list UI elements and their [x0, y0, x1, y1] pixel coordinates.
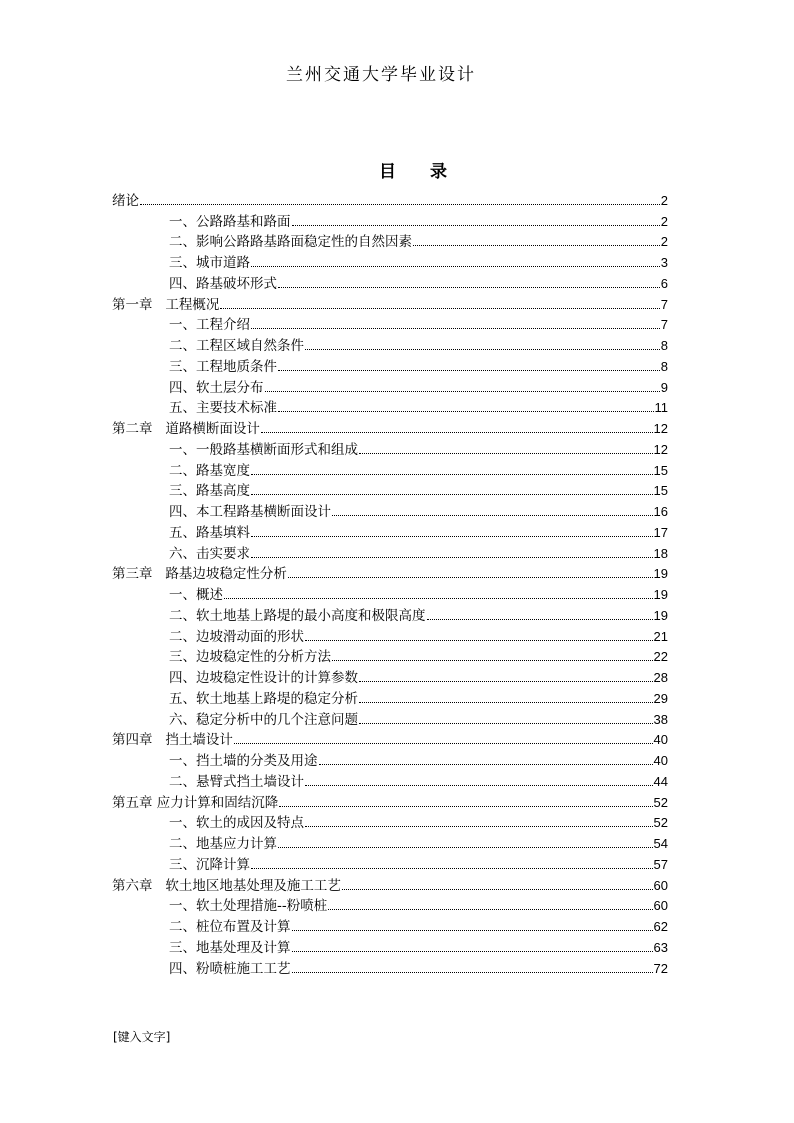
toc-dot-leader: [305, 825, 653, 827]
toc-page-number: 7: [660, 296, 668, 312]
toc-page-number: 2: [660, 192, 668, 208]
toc-section-entry[interactable]: [112, 894, 668, 915]
toc-section-entry[interactable]: [112, 582, 668, 603]
toc-page-number: 54: [653, 836, 668, 851]
toc-page-number: 12: [653, 441, 668, 457]
toc-dot-leader: [220, 307, 659, 309]
toc-page-number: 17: [653, 524, 668, 540]
toc-section-entry[interactable]: [112, 230, 668, 251]
toc-entry-label: 五、路基填料: [169, 524, 250, 541]
toc-section-entry[interactable]: [112, 748, 668, 769]
toc-page-number: 40: [653, 732, 668, 748]
toc-entry-label: 第三章 路基边坡稳定性分析: [112, 566, 287, 583]
toc-dot-leader: [359, 452, 653, 454]
toc-section-entry[interactable]: [112, 375, 668, 396]
toc-page-number: 6: [660, 275, 668, 291]
toc-dot-leader: [140, 203, 660, 205]
toc-page-number: 15: [653, 483, 668, 499]
toc-section-entry[interactable]: [112, 811, 668, 832]
toc-section-entry[interactable]: [112, 852, 668, 873]
toc-dot-leader: [251, 473, 653, 475]
toc-dot-leader: [292, 971, 653, 973]
toc-page-number: 40: [653, 753, 668, 768]
toc-dot-leader: [265, 390, 660, 392]
toc-dot-leader: [328, 908, 652, 910]
toc-dot-leader: [279, 805, 652, 807]
toc-page-number: 7: [660, 317, 668, 333]
toc-page-number: 60: [653, 877, 668, 893]
toc-section-entry[interactable]: [112, 396, 668, 417]
toc-page-number: 63: [653, 939, 668, 955]
toc-page-number: 16: [653, 504, 668, 519]
toc-entry-label: 四、路基破坏形式: [169, 275, 277, 292]
toc-dot-leader: [413, 244, 660, 246]
toc-dot-leader: [342, 888, 653, 890]
toc-entry-label: 二、桩位布置及计算: [169, 919, 291, 935]
toc-page-number: 52: [653, 815, 668, 831]
toc-entry-label: 二、工程区域自然条件: [169, 338, 304, 354]
toc-page-number: 62: [653, 919, 668, 934]
toc-page-number: 18: [653, 545, 668, 561]
toc-dot-leader: [278, 410, 654, 412]
toc-section-entry[interactable]: [112, 707, 668, 728]
toc-page-number: 12: [653, 421, 668, 436]
toc-entry-label: 一、挡土墙的分类及用途: [169, 753, 318, 769]
toc-page-number: 29: [653, 690, 668, 706]
toc-page-number: 8: [660, 338, 668, 353]
toc-title: 目 录: [379, 162, 461, 182]
toc-section-entry[interactable]: [112, 935, 668, 956]
toc-chapter-entry[interactable]: [112, 873, 668, 894]
toc-page-number: 9: [660, 379, 668, 395]
toc-section-entry[interactable]: [112, 831, 668, 852]
toc-page-number: 19: [653, 566, 668, 582]
toc-entry-label: 五、软土地基上路堤的稳定分析: [169, 690, 358, 707]
toc-section-entry[interactable]: [112, 271, 668, 292]
toc-entry-label: 三、工程地质条件: [169, 358, 277, 375]
toc-chapter-entry[interactable]: [112, 562, 668, 583]
toc-section-entry[interactable]: [112, 520, 668, 541]
toc-entry-label: 四、粉喷桩施工工艺: [169, 960, 291, 977]
toc-page-number: 2: [660, 234, 668, 250]
toc-page-number: 44: [653, 773, 668, 789]
toc-page-number: 21: [653, 628, 668, 644]
toc-entry-label: 三、边坡稳定性的分析方法: [169, 649, 331, 666]
toc-chapter-entry[interactable]: [112, 728, 668, 749]
toc-entry-label: 四、本工程路基横断面设计: [169, 504, 331, 520]
toc-entry-label: 二、影响公路路基路面稳定性的自然因素: [169, 234, 412, 251]
toc-section-entry[interactable]: [112, 333, 668, 354]
toc-page-number: 60: [653, 898, 668, 914]
toc-section-entry[interactable]: [112, 956, 668, 977]
toc-entry-label: 二、软土地基上路堤的最小高度和极限高度: [169, 607, 426, 624]
toc-chapter-entry[interactable]: [112, 416, 668, 437]
toc-page-number: 19: [653, 607, 668, 623]
toc-entry-label: 第六章 软土地区地基处理及施工工艺: [112, 877, 341, 894]
toc-entry-label: 第五章 应力计算和固结沉降: [112, 794, 279, 811]
page-header: 兰州交通大学毕业设计: [286, 65, 476, 85]
toc-page-number: 38: [653, 711, 668, 727]
toc-page-number: 11: [654, 400, 668, 416]
toc-entry-label: 一、概述: [169, 587, 223, 603]
toc-section-entry[interactable]: [112, 541, 668, 562]
toc-dot-leader: [224, 597, 653, 599]
toc-section-entry[interactable]: [112, 313, 668, 334]
toc-dot-leader: [305, 348, 660, 350]
toc-entry-label: 六、稳定分析中的几个注意问题: [169, 711, 358, 728]
toc-entry-label: 四、边坡稳定性设计的计算参数: [169, 670, 358, 686]
toc-entry-label: 第二章 道路横断面设计: [112, 421, 260, 437]
toc-section-entry[interactable]: [112, 354, 668, 375]
toc-dot-leader: [292, 950, 653, 952]
toc-entry-label: 一、软土的成因及特点: [169, 815, 304, 832]
toc-section-entry[interactable]: [112, 624, 668, 645]
toc-entry-label: 二、地基应力计算: [169, 836, 277, 852]
toc-entry-label: 一、公路路基和路面: [169, 213, 291, 230]
toc-dot-leader: [305, 639, 653, 641]
toc-entry-label: 绪论: [112, 192, 139, 209]
toc-section-entry[interactable]: [112, 914, 668, 935]
toc-dot-leader: [278, 286, 660, 288]
toc-chapter-entry[interactable]: [112, 790, 668, 811]
toc-page-number: 15: [653, 462, 668, 478]
toc-dot-leader: [278, 846, 653, 848]
toc-entry-label: 二、悬臂式挡土墙设计: [169, 773, 304, 790]
toc-dot-leader: [292, 929, 653, 931]
toc-page-number: 3: [660, 255, 668, 270]
toc-dot-leader: [278, 369, 660, 371]
toc-section-entry[interactable]: [112, 499, 668, 520]
toc-page-number: 8: [660, 358, 668, 374]
toc-chapter-entry[interactable]: [112, 188, 668, 209]
toc-entry-label: 第四章 挡土墙设计: [112, 732, 233, 749]
toc-entry-label: 四、软土层分布: [169, 379, 264, 396]
toc-section-entry[interactable]: [112, 686, 668, 707]
toc-entry-label: 三、沉降计算: [169, 856, 250, 873]
toc-dot-leader: [251, 535, 653, 537]
toc-page-number: 72: [653, 960, 668, 976]
toc-section-entry[interactable]: [112, 603, 668, 624]
toc-entry-label: 二、边坡滑动面的形状: [169, 628, 304, 645]
toc-section-entry[interactable]: [112, 437, 668, 458]
toc-section-entry[interactable]: [112, 769, 668, 790]
toc-dot-leader: [251, 556, 653, 558]
toc-page-number: 2: [660, 213, 668, 229]
toc-entry-label: 三、城市道路: [169, 255, 250, 271]
toc-dot-leader: [292, 224, 660, 226]
toc-entry-label: 二、路基宽度: [169, 462, 250, 479]
toc-page-number: 57: [653, 856, 668, 872]
table-of-contents: [112, 188, 668, 977]
toc-entry-label: 第一章 工程概况: [112, 296, 220, 313]
page-footer: [键入文字]: [113, 1030, 171, 1044]
toc-section-entry[interactable]: [112, 479, 668, 500]
toc-dot-leader: [251, 867, 653, 869]
toc-entry-label: 三、路基高度: [169, 483, 250, 500]
toc-dot-leader: [288, 576, 653, 578]
toc-dot-leader: [251, 493, 653, 495]
toc-section-entry[interactable]: [112, 458, 668, 479]
toc-entry-label: 三、地基处理及计算: [169, 939, 291, 956]
toc-entry-label: 五、主要技术标准: [169, 400, 277, 417]
toc-section-entry[interactable]: [112, 250, 668, 271]
toc-page-number: 22: [653, 649, 668, 665]
toc-page-number: 52: [653, 794, 668, 810]
toc-entry-label: 一、一般路基横断面形式和组成: [169, 441, 358, 458]
toc-dot-leader: [251, 327, 660, 329]
toc-entry-label: 六、击实要求: [169, 545, 250, 562]
toc-page-number: 19: [653, 587, 668, 602]
toc-dot-leader: [427, 618, 653, 620]
toc-entry-label: 一、软土处理措施--粉喷桩: [169, 898, 328, 915]
toc-section-entry[interactable]: [112, 645, 668, 666]
toc-dot-leader: [251, 265, 660, 267]
toc-dot-leader: [261, 431, 653, 433]
toc-dot-leader: [305, 784, 653, 786]
toc-entry-label: 一、工程介绍: [169, 317, 250, 334]
toc-section-entry[interactable]: [112, 209, 668, 230]
toc-section-entry[interactable]: [112, 665, 668, 686]
toc-dot-leader: [359, 722, 653, 724]
toc-dot-leader: [332, 659, 653, 661]
toc-dot-leader: [319, 763, 653, 765]
toc-chapter-entry[interactable]: [112, 292, 668, 313]
toc-page-number: 28: [653, 670, 668, 685]
toc-dot-leader: [234, 742, 653, 744]
toc-dot-leader: [359, 680, 653, 682]
toc-dot-leader: [359, 701, 653, 703]
toc-dot-leader: [332, 514, 653, 516]
